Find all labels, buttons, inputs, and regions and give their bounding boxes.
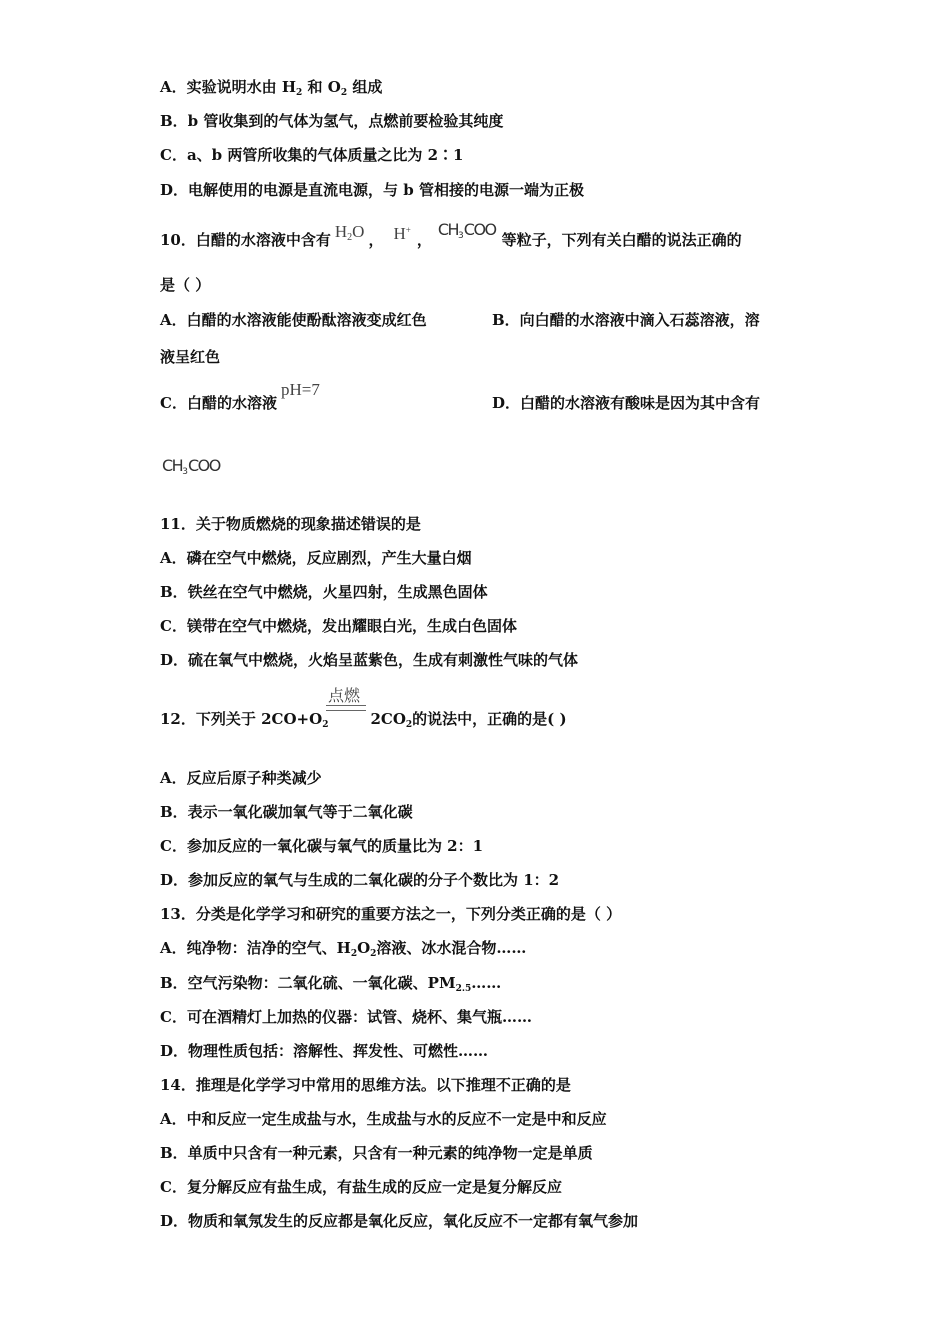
q12-option-a: A．反应后原子种类减少: [160, 769, 322, 787]
q14-option-d: D．物质和氧氖发生的反应都是氧化反应，氧化反应不一定都有氧气参加: [160, 1212, 639, 1230]
q13-option-a-text: A．纯净物：洁净的空气、H: [160, 939, 351, 957]
h-ion-formula: [393, 224, 410, 243]
subscript: 2: [322, 720, 329, 730]
formula-part: O: [352, 222, 365, 241]
ph-value: pH=7: [280, 380, 320, 399]
q13-option-b: [160, 973, 501, 999]
q10-stem-start: 10．白醋的水溶液中含有: [160, 231, 331, 249]
subscript: 2: [347, 232, 353, 243]
h2o-formula: [335, 222, 365, 241]
q9-option-a-text-2: 和 O: [302, 78, 341, 96]
q12-option-d: D．参加反应的氧气与生成的二氧化碳的分子个数比为 1：2: [160, 871, 560, 889]
separator: ，: [368, 231, 384, 249]
q14-stem: 14．推理是化学学习中常用的思维方法。以下推理不正确的是: [160, 1076, 571, 1094]
q11-stem: 11．关于物质燃烧的现象描述错误的是: [160, 515, 421, 533]
q12-product: 2CO: [370, 710, 406, 728]
q10-stem-line2: 是（ ）: [160, 276, 211, 294]
q12-stem: [160, 709, 567, 735]
subscript: 2.5: [455, 984, 472, 994]
subscript: 2: [296, 88, 303, 98]
formula-part: H: [393, 224, 406, 243]
q10-option-a: A．白醋的水溶液能使酚酞溶液变成红色: [160, 311, 427, 329]
q13-option-c: C．可在酒精灯上加热的仪器：试管、烧杯、集气瓶……: [160, 1008, 532, 1026]
ch3coo-formula: [438, 220, 496, 239]
q10-option-d-formula: [162, 456, 220, 482]
q13-option-d: D．物理性质包括：溶解性、挥发性、可燃性……: [160, 1042, 489, 1060]
superscript: +: [405, 225, 411, 235]
reaction-condition: 点燃: [328, 688, 361, 705]
subscript: 2: [370, 949, 377, 959]
formula-part: CH: [437, 220, 459, 239]
reaction-equals-sign: [326, 705, 366, 711]
subscript: 2: [405, 720, 413, 730]
formula-part: COO: [187, 456, 220, 475]
q12-stem-end: 的说法中，正确的是( ): [412, 710, 567, 728]
q14-option-c: C．复分解反应有盐生成，有盐生成的反应一定是复分解反应: [160, 1178, 562, 1196]
q9-option-b: B．b 管收集到的气体为氢气，点燃前要检验其纯度: [160, 112, 504, 130]
q10-stem-end: 等粒子，下列有关白醋的说法正确的: [501, 231, 742, 249]
q11-option-b: B．铁丝在空气中燃烧，火星四射，生成黑色固体: [160, 583, 488, 601]
q11-option-a: A．磷在空气中燃烧，反应剧烈，产生大量白烟: [160, 549, 472, 567]
subscript: 2: [350, 949, 358, 959]
q13-option-a-text-2: O: [357, 939, 371, 957]
q10-option-d: D．白醋的水溶液有酸味是因为其中含有: [492, 394, 761, 412]
q11-option-c: C．镁带在空气中燃烧，发出耀眼白光，生成白色固体: [160, 617, 517, 635]
q9-option-d: D．电解使用的电源是直流电源，与 b 管相接的电源一端为正极: [160, 181, 584, 199]
q13-option-b-text: B．空气污染物：二氧化硫、一氧化碳、PM: [160, 974, 456, 992]
subscript: 3: [182, 467, 188, 477]
q14-option-b: B．单质中只含有一种元素，只含有一种元素的纯净物一定是单质: [160, 1144, 593, 1162]
formula-part: CH: [162, 456, 183, 475]
q10-option-b-continued: 液呈红色: [160, 348, 221, 366]
q11-option-d: D．硫在氧气中燃烧，火焰呈蓝紫色，生成有刺激性气味的气体: [160, 651, 579, 669]
q10-option-b: B．向白醋的水溶液中滴入石蕊溶液，溶: [492, 311, 760, 329]
formula-part: COO: [463, 220, 496, 239]
q10-option-c: [160, 380, 320, 413]
q13-option-a-text-3: 溶液、冰水混合物……: [376, 939, 527, 957]
q9-option-a: [160, 77, 382, 103]
q10-stem: [160, 220, 742, 256]
q12-option-c: C．参加反应的一氧化碳与氧气的质量比为 2：1: [160, 837, 484, 855]
subscript: 2: [340, 88, 348, 98]
q13-option-a: [160, 938, 526, 964]
ch3coo-formula: [162, 456, 220, 475]
q13-stem: 13．分类是化学学习和研究的重要方法之一，下列分类正确的是（ ）: [160, 905, 622, 923]
formula-part: H: [334, 222, 348, 241]
q13-option-b-text-2: ……: [471, 974, 502, 992]
subscript: 3: [458, 231, 464, 241]
q9-option-c: C．a、b 两管所收集的气体质量之比为 2∶1: [160, 146, 464, 164]
q12-stem-start: 12．下列关于 2CO+O: [160, 710, 323, 728]
q10-option-c-text: C．白醋的水溶液: [160, 394, 277, 412]
q14-option-a: A．中和反应一定生成盐与水，生成盐与水的反应不一定是中和反应: [160, 1110, 607, 1128]
q9-option-a-text-3: 组成: [347, 78, 383, 96]
q9-option-a-text: A．实验说明水由 H: [160, 78, 297, 96]
separator: ，: [416, 231, 432, 249]
q12-option-b: B．表示一氧化碳加氧气等于二氧化碳: [160, 803, 413, 821]
